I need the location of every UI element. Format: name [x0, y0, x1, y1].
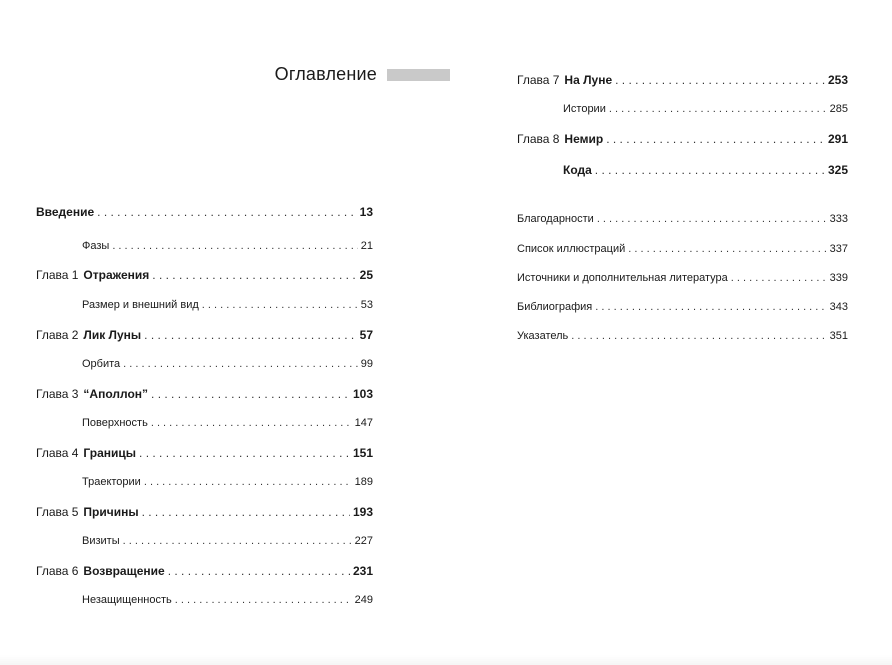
toc-entry-page: 151: [352, 446, 373, 460]
toc-entry-page: 13: [359, 205, 373, 219]
toc-entry-label: Границы: [83, 446, 137, 460]
toc-title: Оглавление: [274, 64, 377, 84]
toc-entry-bibliography[interactable]: [517, 301, 848, 313]
toc-entry-illustrations[interactable]: [517, 243, 848, 255]
chapter-number: Глава 4: [36, 446, 79, 460]
toc-entry-page: 147: [354, 417, 373, 429]
toc-entry-page: 351: [829, 330, 848, 342]
dot-leader: [731, 272, 827, 284]
toc-entry-label: Источники и дополнительная литература: [517, 272, 728, 284]
toc-entry-chapter-5[interactable]: [36, 505, 373, 519]
toc-entry-vulnerability[interactable]: [82, 594, 373, 606]
dot-leader: [123, 535, 352, 547]
toc-entry-index[interactable]: [517, 330, 848, 342]
chapter-number: Глава 8: [517, 132, 560, 146]
dot-leader: [142, 505, 350, 519]
toc-entry-visits[interactable]: [82, 535, 373, 547]
dot-leader: [139, 446, 350, 460]
dot-leader: [152, 268, 356, 282]
dot-leader: [615, 73, 825, 87]
toc-entry-label: Причины: [83, 505, 139, 519]
chapter-number: Глава 7: [517, 73, 560, 87]
toc-entry-label: Лик Луны: [83, 328, 142, 342]
dot-leader: [112, 240, 357, 252]
chapter-number: Глава 6: [36, 564, 79, 578]
chapter-number: Глава 2: [36, 328, 79, 342]
toc-entry-chapter-4[interactable]: [36, 446, 373, 460]
toc-entry-sources[interactable]: [517, 272, 848, 284]
toc-entry-chapter-2[interactable]: [36, 328, 373, 342]
dot-leader: [571, 330, 826, 342]
toc-entry-page: 343: [829, 301, 848, 313]
toc-entry-page: 99: [360, 358, 373, 370]
toc-entry-label: Благодарности: [517, 213, 594, 225]
toc-entry-page: 53: [360, 299, 373, 311]
toc-entry-label: Возвращение: [83, 564, 165, 578]
toc-entry-label: Траектории: [82, 476, 141, 488]
dot-leader: [144, 476, 352, 488]
dot-leader: [175, 594, 352, 606]
dot-leader: [609, 103, 827, 115]
toc-entry-label: Введение: [36, 205, 95, 219]
toc-entry-orbit[interactable]: [82, 358, 373, 370]
toc-entry-label: Визиты: [82, 535, 120, 547]
toc-entry-page: 25: [359, 268, 373, 282]
toc-entry-page: 189: [354, 476, 373, 488]
chapter-number: Глава 3: [36, 387, 79, 401]
toc-entry-label: Кода: [563, 163, 592, 177]
toc-entry-chapter-3[interactable]: [36, 387, 373, 401]
toc-entry-label: Немир: [564, 132, 604, 146]
toc-entry-intro[interactable]: [36, 205, 373, 219]
dot-leader: [606, 132, 825, 146]
toc-entry-chapter-8[interactable]: [517, 132, 848, 146]
toc-entry-page: 193: [352, 505, 373, 519]
toc-entry-chapter-1[interactable]: [36, 268, 373, 282]
toc-entry-label: Список иллюстраций: [517, 243, 626, 255]
toc-entry-label: Истории: [563, 103, 606, 115]
dot-leader: [151, 387, 350, 401]
toc-entry-surface[interactable]: [82, 417, 373, 429]
chapter-number: Глава 5: [36, 505, 79, 519]
toc-entry-label: На Луне: [564, 73, 613, 87]
toc-entry-stories[interactable]: [563, 103, 848, 115]
chapter-number: Глава 1: [36, 268, 79, 282]
dot-leader: [628, 243, 826, 255]
toc-entry-page: 337: [829, 243, 848, 255]
toc-entry-page: 291: [827, 132, 848, 146]
dot-leader: [597, 213, 827, 225]
toc-entry-page: 227: [354, 535, 373, 547]
toc-entry-size-appearance[interactable]: [82, 299, 373, 311]
toc-entry-chapter-7[interactable]: [517, 73, 848, 87]
toc-entry-label: Поверхность: [82, 417, 148, 429]
toc-entry-label: Незащищенность: [82, 594, 172, 606]
toc-entry-coda[interactable]: [563, 163, 848, 177]
toc-entry-label: Орбита: [82, 358, 121, 370]
toc-entry-page: 103: [352, 387, 373, 401]
dot-leader: [144, 328, 356, 342]
toc-entry-page: 57: [359, 328, 373, 342]
toc-entry-label: Указатель: [517, 330, 569, 342]
toc-entry-phases[interactable]: [82, 240, 373, 252]
toc-entry-chapter-6[interactable]: [36, 564, 373, 578]
toc-entry-page: 253: [827, 73, 848, 87]
toc-entry-label: “Аполлон”: [83, 387, 149, 401]
toc-entry-page: 325: [827, 163, 848, 177]
title-decor-bar: [387, 69, 450, 81]
toc-entry-label: Размер и внешний вид: [82, 299, 199, 311]
dot-leader: [168, 564, 350, 578]
toc-entry-page: 231: [352, 564, 373, 578]
dot-leader: [595, 163, 825, 177]
dot-leader: [595, 301, 826, 313]
toc-entry-page: 333: [829, 213, 848, 225]
dot-leader: [97, 205, 356, 219]
dot-leader: [202, 299, 358, 311]
dot-leader: [123, 358, 358, 370]
page-bottom-shadow: [0, 655, 892, 665]
dot-leader: [151, 417, 352, 429]
toc-entry-page: 21: [360, 240, 373, 252]
toc-entry-trajectories[interactable]: [82, 476, 373, 488]
toc-entry-page: 285: [829, 103, 848, 115]
toc-entry-page: 249: [354, 594, 373, 606]
toc-entry-label: Отражения: [83, 268, 150, 282]
toc-entry-label: Фазы: [82, 240, 110, 252]
toc-entry-acknowledgements[interactable]: [517, 213, 848, 225]
toc-entry-page: 339: [829, 272, 848, 284]
toc-entry-label: Библиография: [517, 301, 593, 313]
